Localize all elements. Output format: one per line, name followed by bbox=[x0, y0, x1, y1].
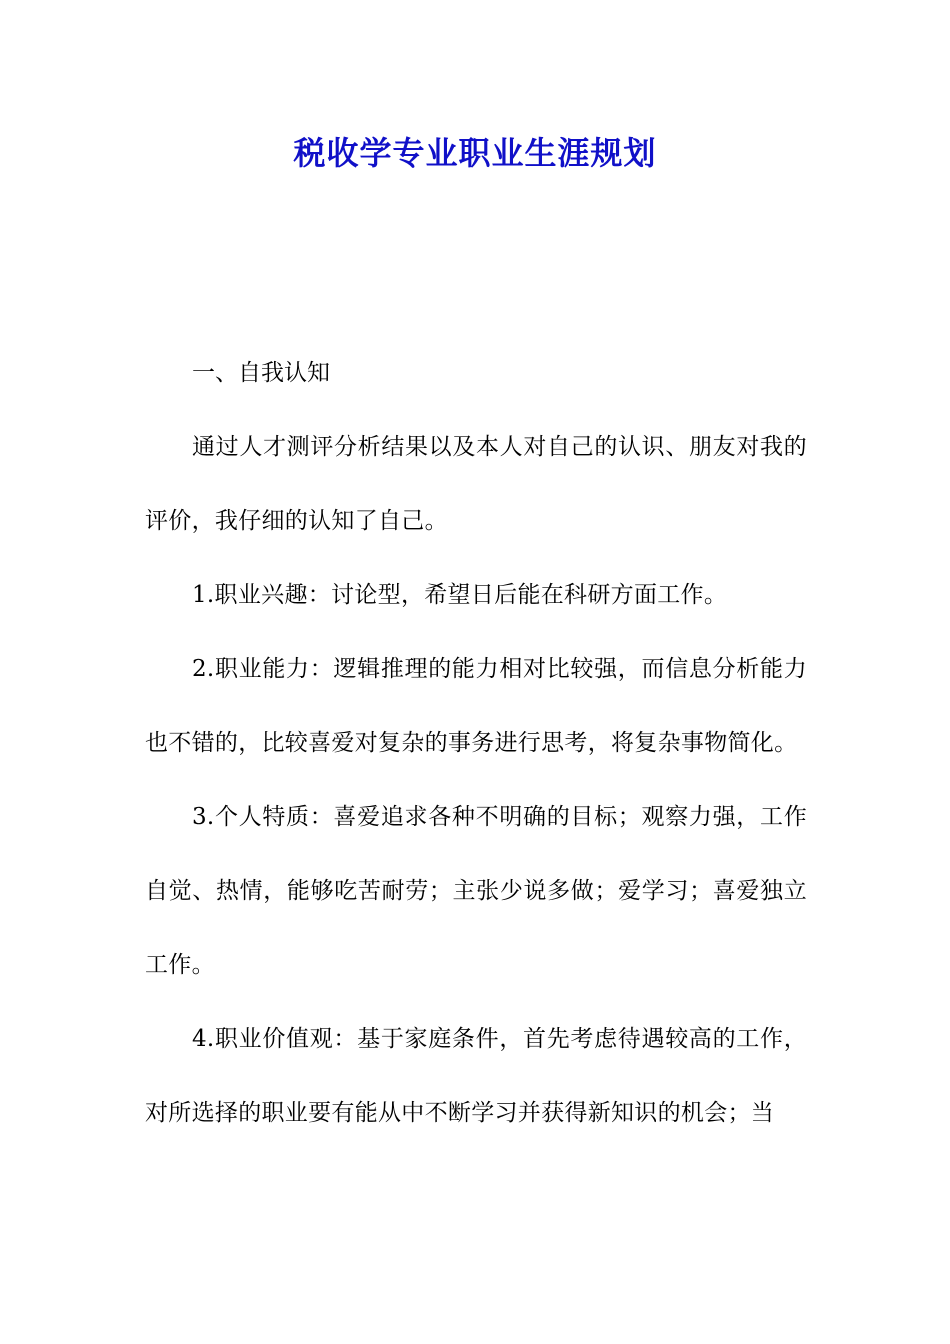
paragraph-career-ability: 2.职业能力：逻辑推理的能力相对比较强，而信息分析能力也不错的，比较喜爱对复杂的事务进行思考，将复杂事物简化。 bbox=[145, 656, 807, 756]
paragraph-career-values: 4.职业价值观：基于家庭条件，首先考虑待遇较高的工作，对所选择的职业要有能从中不断学习并获得新知识的机会；当 bbox=[145, 1026, 807, 1126]
paragraph-personal-traits: 3.个人特质：喜爱追求各种不明确的目标；观察力强，工作自觉、热情，能够吃苦耐劳；主张少说多做；爱学习；喜爱独立工作。 bbox=[145, 804, 807, 978]
paragraph-intro: 通过人才测评分析结果以及本人对自己的认识、朋友对我的评价，我仔细的认知了自己。 bbox=[145, 434, 807, 534]
section-heading: 一、自我认知 bbox=[192, 360, 330, 386]
document-body bbox=[145, 336, 807, 1150]
document-title: 税收学专业职业生涯规划 bbox=[293, 134, 657, 172]
paragraph-career-interest: 1.职业兴趣：讨论型，希望日后能在科研方面工作。 bbox=[192, 582, 728, 608]
